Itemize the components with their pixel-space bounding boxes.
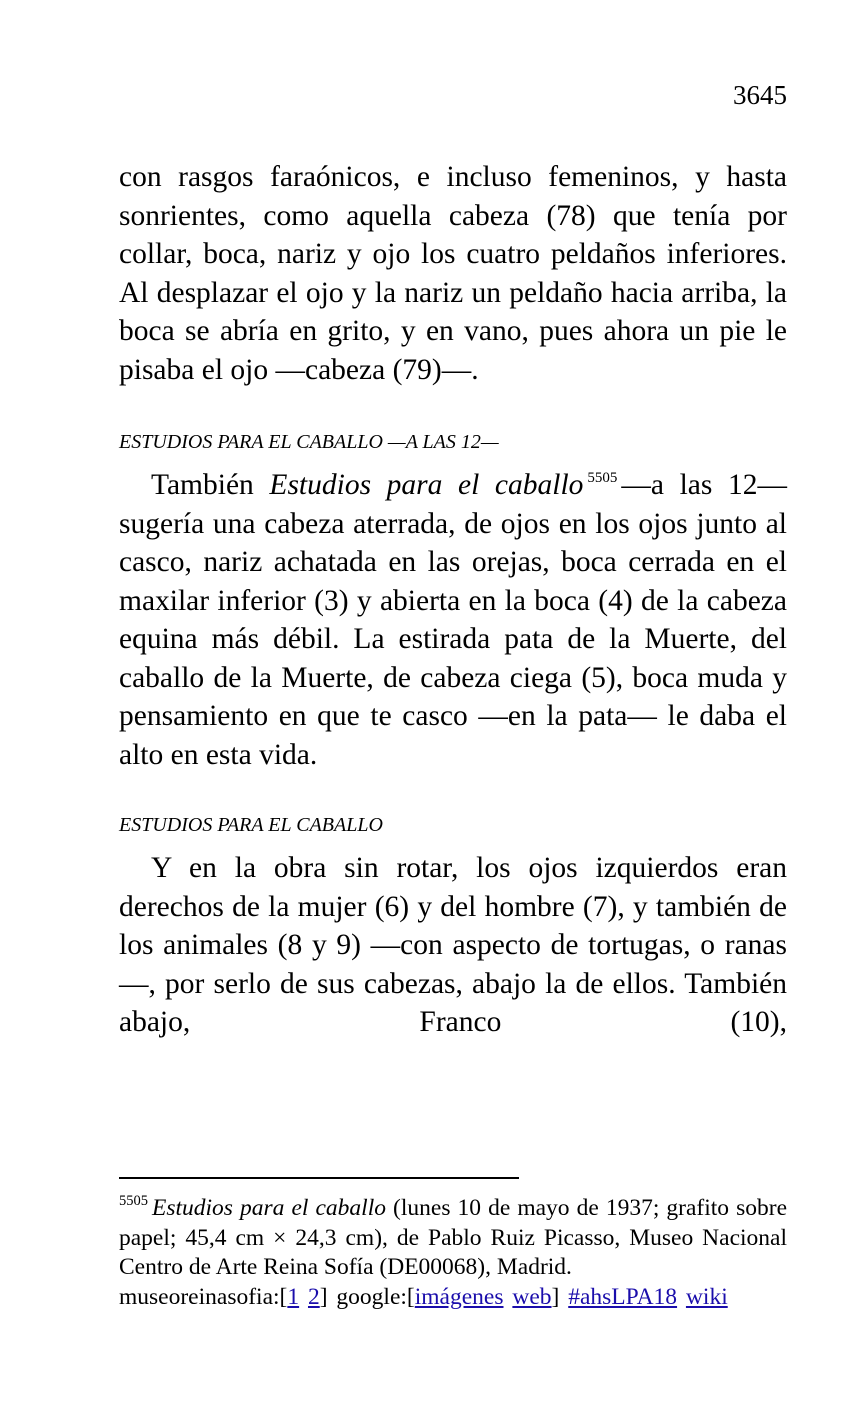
section-heading-caballo: ESTUDIOS PARA EL CABALLO xyxy=(119,814,383,836)
paragraph-2-intro: También xyxy=(151,469,254,501)
google-images-link[interactable]: imágenes xyxy=(414,1283,504,1310)
section-heading-a-las-12: ESTUDIOS PARA EL CABALLO —A LAS 12— xyxy=(119,431,499,453)
footnote xyxy=(119,1194,787,1312)
paragraph-2-rest: —a las 12— sugería una cabeza aterrada, de ojos en los ojos junto al casco, nariz achatada en las orejas, boca cerrada en el maxilar inferior (3) y abierta en la boca (4) de la cabeza equina más débil. La estirada pata de la Muerte, del caballo de la Muerte, de cabeza ciega (5), boca muda y pensamiento en que te casco —en la pata— le daba el alto en esta vida. xyxy=(119,469,787,771)
main-text xyxy=(119,158,787,1042)
paragraph-2 xyxy=(119,466,787,774)
footnote-artwork-title: Estudios para el caballo xyxy=(152,1195,386,1221)
wiki-link[interactable]: wiki xyxy=(685,1283,728,1310)
footnote-number: 5505 xyxy=(119,1193,148,1209)
museum-link-2[interactable]: 2 xyxy=(307,1283,320,1310)
museum-label: museoreinasofia:[ xyxy=(119,1283,288,1310)
artwork-title: Estudios para el caballo xyxy=(269,469,584,501)
footnote-text xyxy=(119,1194,787,1283)
footnote-reference[interactable]: 5505 xyxy=(587,470,618,486)
paragraph-3: Y en la obra sin rotar, los ojos izquierdos eran derechos de la mujer (6) y del hombre (7), y también de los animales (8 y 9) —con aspecto de tortugas, o ranas—, por serlo de sus cabezas, abajo la de ellos. También abajo, Franco (10), xyxy=(119,852,787,1038)
paragraph-1: con rasgos faraónicos, e incluso femeninos, y hasta sonrientes, como aquella cabeza (78) que tenía por collar, boca, nariz y ojo los cuatro peldaños inferiores. Al desplazar el ojo y la nariz un peldaño hacia arriba, la boca se abría en grito, y en vano, pues ahora un pie le pisaba el ojo —cabeza (79)—. xyxy=(119,161,787,386)
museum-link-1[interactable]: 1 xyxy=(287,1283,300,1310)
footnote-links xyxy=(119,1283,787,1313)
footnote-body: (lunes 10 de mayo de 1937; grafito sobre papel; 45,4 cm × 24,3 cm), de Pablo Ruiz Picasso, Museo Nacional Centro de Arte Reina Sofía (DE00068), Madrid. xyxy=(119,1195,788,1280)
page-number: 3645 xyxy=(733,80,787,110)
google-web-link[interactable]: web xyxy=(512,1283,552,1310)
footnote-separator xyxy=(119,1177,519,1179)
google-close-bracket: ] xyxy=(551,1283,560,1310)
google-label: ] google:[ xyxy=(319,1283,415,1310)
hashtag-link[interactable]: #ahsLPA18 xyxy=(568,1283,678,1310)
